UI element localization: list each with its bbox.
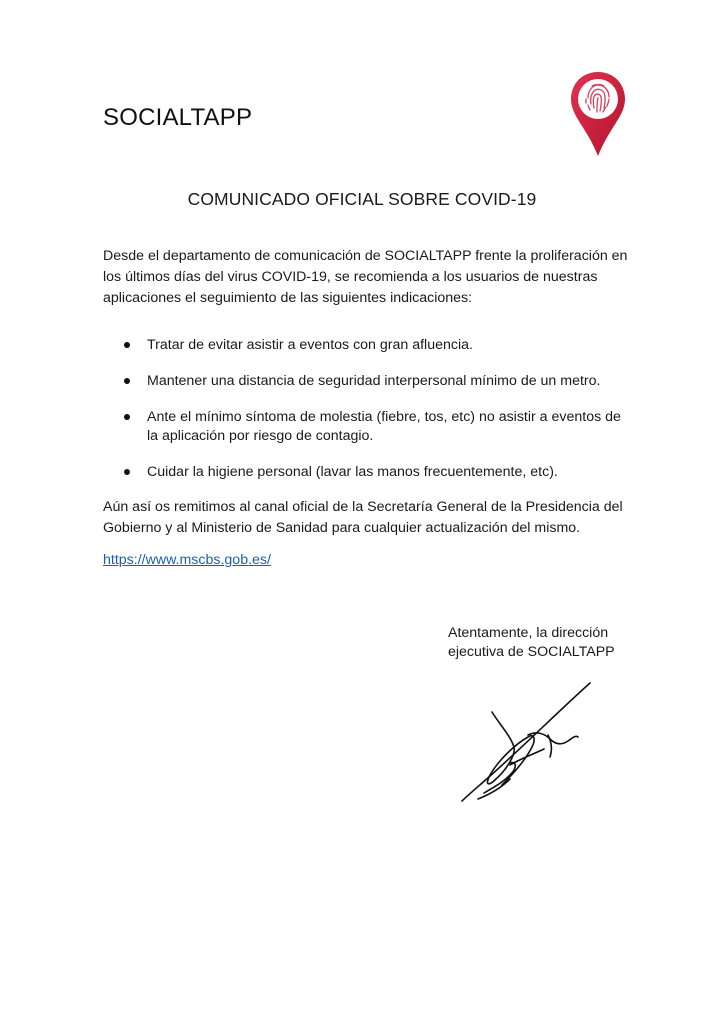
list-item — [103, 408, 633, 446]
signoff — [448, 624, 648, 662]
signoff-line-1: Atentamente, la dirección — [448, 625, 609, 641]
ministry-link[interactable]: https://www.mscbs.gob.es/ — [103, 552, 271, 568]
closing-paragraph: Aún así os remitimos al canal oficial de la Secretaría General de la Presidencia del Gobierno y al Ministerio de Sanidad para cualquier actualización del mismo. — [103, 499, 623, 536]
brand-wordmark — [103, 104, 252, 132]
document-title: COMUNICADO OFICIAL SOBRE COVID-19 — [187, 189, 537, 209]
list-item — [103, 336, 633, 355]
bullet-icon — [124, 414, 130, 420]
list-item-text: Mantener una distancia de seguridad interpersonal mínimo de un metro. — [147, 373, 601, 389]
list-item-text: Tratar de evitar asistir a eventos con gran afluencia. — [147, 337, 473, 353]
brand-light: TAPP — [190, 104, 253, 131]
list-item — [103, 372, 633, 391]
brand-bold: SOCIAL — [103, 104, 191, 131]
recommendations-list — [103, 336, 633, 499]
list-item — [103, 463, 633, 482]
map-pin-fingerprint-icon — [569, 70, 627, 158]
bullet-icon — [124, 342, 130, 348]
handwritten-signature — [440, 675, 610, 810]
bullet-icon — [124, 469, 130, 475]
signoff-line-2: ejecutiva de SOCIALTAPP — [448, 644, 615, 660]
intro-paragraph: Desde el departamento de comunicación de SOCIALTAPP frente la proliferación en los últimos días del virus COVID-19, se recomienda a los usuarios de nuestras aplicaciones el seguimiento de las siguientes indicaciones: — [103, 248, 628, 306]
list-item-text: Ante el mínimo síntoma de molestia (fiebre, tos, etc) no asistir a eventos de la aplicación por riesgo de contagio. — [147, 409, 621, 444]
list-item-text: Cuidar la higiene personal (lavar las manos frecuentemente, etc). — [147, 464, 558, 480]
bullet-icon — [124, 378, 130, 384]
